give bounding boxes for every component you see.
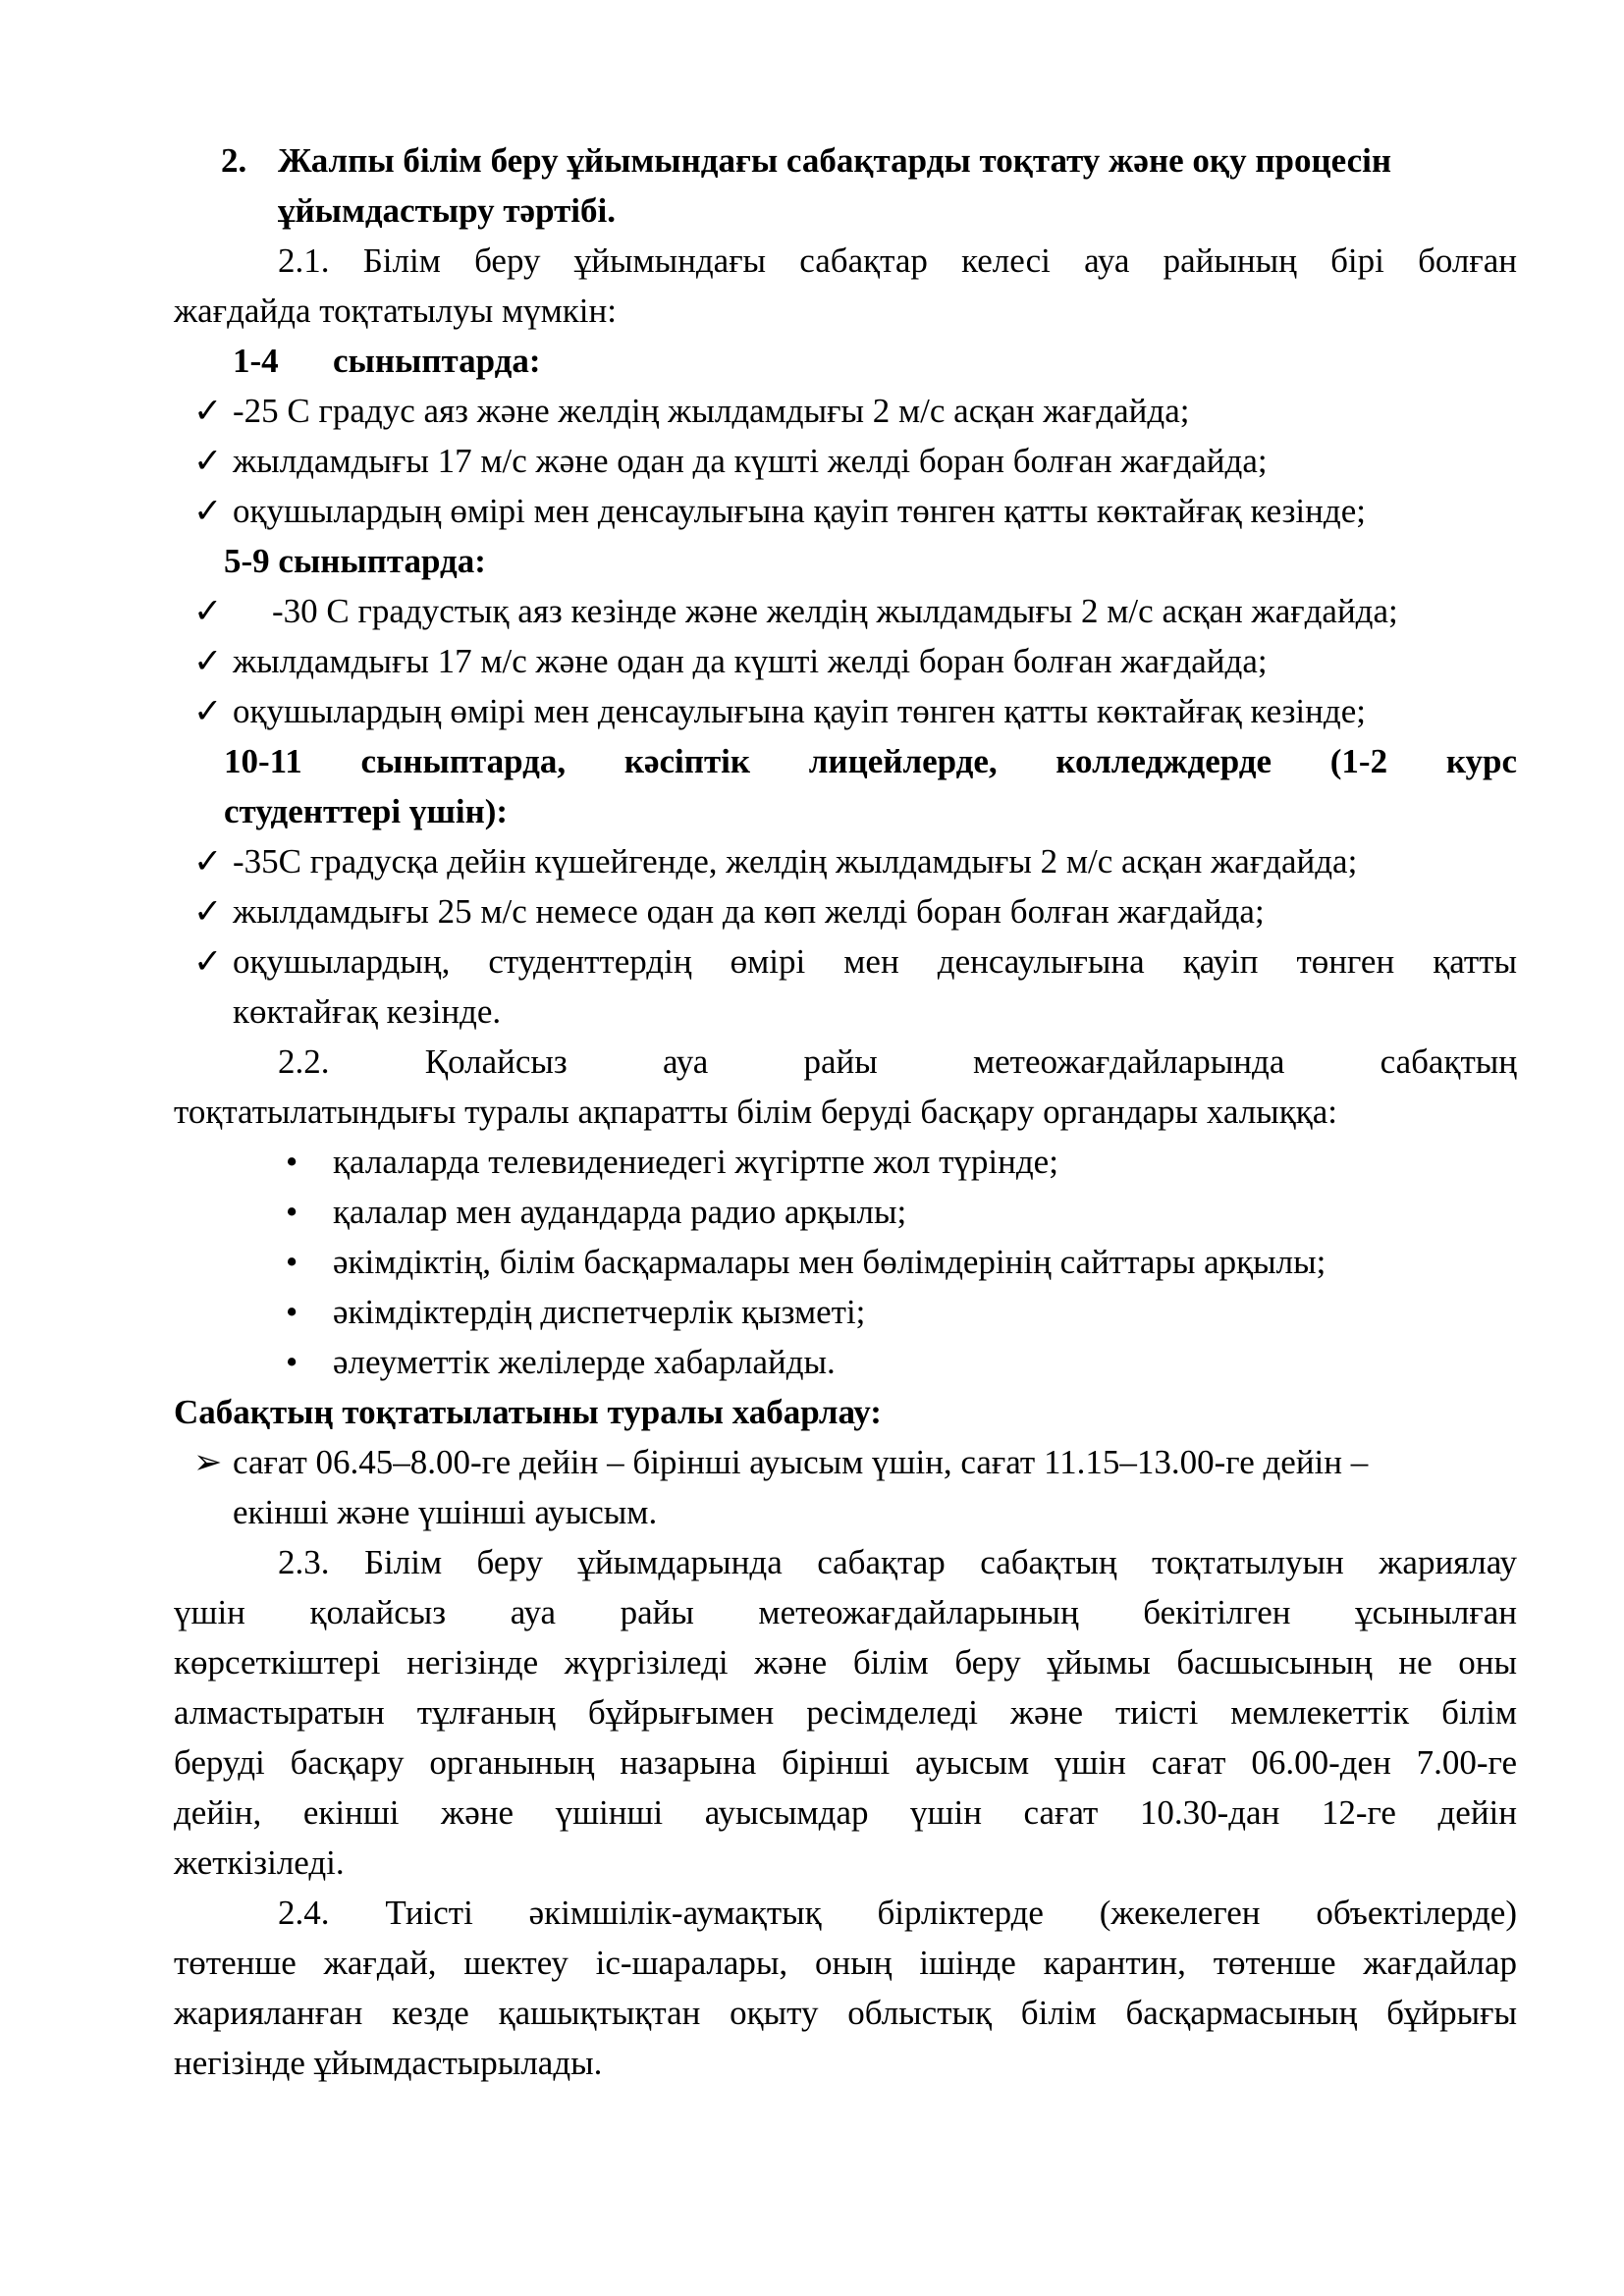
list-item-text: -30 С градустық аяз кезінде және желдің жылдамдығы 2 м/с асқан жағдайда; [272,592,1398,630]
list-item-continuation: екінші және үшінші ауысым. [233,1493,658,1531]
paragraph-2-2-line-2: тоқтатылатындығы туралы ақпаратты білім беруді басқару органдары халыққа: [174,1093,1337,1131]
list-item-text: әкімдіктердің диспетчерлік қызметі; [333,1293,866,1331]
bullet-icon: • [286,1343,298,1381]
bullet-icon: • [286,1243,298,1281]
bullet-icon: • [286,1293,298,1331]
paragraph-2-3-line: үшін қолайсыз ауа райы метеожағдайларының бекітілген ұсынылған [174,1593,1517,1631]
bullet-icon: • [286,1143,298,1181]
group-10-11-heading-line-2: студенттері үшін): [224,792,509,830]
checkmark-icon: ✓ [193,392,223,430]
paragraph-2-3-line: 2.3. Білім беру ұйымдарында сабақтар сабақтың тоқтатылуын жариялау [278,1543,1517,1581]
checkmark-icon: ✓ [193,892,223,931]
section-title: Жалпы білім беру ұйымындағы сабақтарды тоқтату және оқу процесін [278,141,1392,180]
paragraph-2-3-line: алмастыратын тұлғаның бұйрығымен ресімделеді және тиісті мемлекеттік білім [174,1693,1517,1732]
paragraph-2-3-line: дейін, екінші және үшінші ауысымдар үшін сағат 10.30-дан 12-ге дейін [174,1793,1517,1832]
list-item-text: -25 С градус аяз және желдің жылдамдығы 2 м/с асқан жағдайда; [233,392,1190,430]
section-title-line-2: ұйымдастыру тәртібі. [278,191,616,230]
checkmark-icon: ✓ [193,492,223,530]
checkmark-icon: ✓ [193,692,223,730]
list-item-text: қалалар мен аудандарда радио арқылы; [333,1193,907,1231]
paragraph-2-2-line-1: 2.2. Қолайсыз ауа райы метеожағдайларында сабақтың [278,1042,1517,1081]
paragraph-2-3-line: көрсеткіштері негізінде жүргізіледі және білім беру ұйымы басшысының не оны [174,1643,1517,1682]
list-item-text: жылдамдығы 17 м/с және одан да күшті желді боран болған жағдайда; [233,642,1268,680]
paragraph-2-4-line: жарияланған кезде қашықтықтан оқыту облыстық білім басқармасының бұйрығы [174,1994,1517,2032]
checkmark-icon: ✓ [193,592,223,630]
paragraph-2-4-line: төтенше жағдай, шектеу іс-шаралары, оның ішінде карантин, төтенше жағдайлар [174,1944,1517,1982]
list-item-text: жылдамдығы 25 м/с немесе одан да көп желді боран болған жағдайда; [233,892,1265,931]
list-item-text: оқушылардың, студенттердің өмірі мен денсаулығына қауіп төнген қатты [233,942,1517,981]
list-item-text: -35С градусқа дейін күшейгенде, желдің жылдамдығы 2 м/с асқан жағдайда; [233,842,1358,881]
group-5-9-heading: 5-9 сыныптарда: [224,542,486,580]
paragraph-2-3-line: беруді басқару органының назарына бірінші ауысым үшін сағат 06.00-ден 7.00-ге [174,1743,1517,1782]
paragraph-2-4-line: 2.4. Тиісті әкімшілік-аумақтық бірліктерде (жекелеген объектілерде) [278,1894,1517,1932]
bullet-icon: • [286,1193,298,1231]
list-item-text: әлеуметтік желілерде хабарлайды. [333,1343,836,1381]
paragraph-2-1-line-2: жағдайда тоқтатылуы мүмкін: [174,292,617,330]
group-10-11-heading: 10-11 сыныптарда, кәсіптік лицейлерде, колледждерде (1-2 курс [224,742,1517,780]
checkmark-icon: ✓ [193,642,223,680]
group-1-4-number: 1-4 [233,342,279,380]
list-item-text: оқушылардың өмірі мен денсаулығына қауіп төнген қатты көктайғақ кезінде; [233,692,1366,730]
group-1-4-title: сыныптарда: [333,342,541,380]
paragraph-2-4-line: негізінде ұйымдастырылады. [174,2044,603,2082]
paragraph-2-3-line: жеткізіледі. [174,1843,345,1882]
list-item-continuation: көктайғақ кезінде. [233,992,502,1031]
list-item-text: сағат 06.45–8.00-ге дейін – бірінші ауысым үшін, сағат 11.15–13.00-ге дейін – [233,1443,1369,1481]
paragraph-2-1-line-1: 2.1. Білім беру ұйымындағы сабақтар келесі ауа райының бірі болған [278,241,1517,280]
list-item-text: оқушылардың өмірі мен денсаулығына қауіп төнген қатты көктайғақ кезінде; [233,492,1366,530]
notice-heading: Сабақтың тоқтатылатыны туралы хабарлау: [174,1393,882,1431]
section-number: 2. [221,141,247,180]
arrow-bullet-icon: ➢ [193,1443,223,1481]
checkmark-icon: ✓ [193,442,223,480]
list-item-text: әкімдіктің, білім басқармалары мен бөлімдерінің сайттары арқылы; [333,1243,1326,1281]
checkmark-icon: ✓ [193,842,223,881]
list-item-text: жылдамдығы 17 м/с және одан да күшті желді боран болған жағдайда; [233,442,1268,480]
checkmark-icon: ✓ [193,942,223,981]
list-item-text: қалаларда телевидениедегі жүгіртпе жол түрінде; [333,1143,1058,1181]
